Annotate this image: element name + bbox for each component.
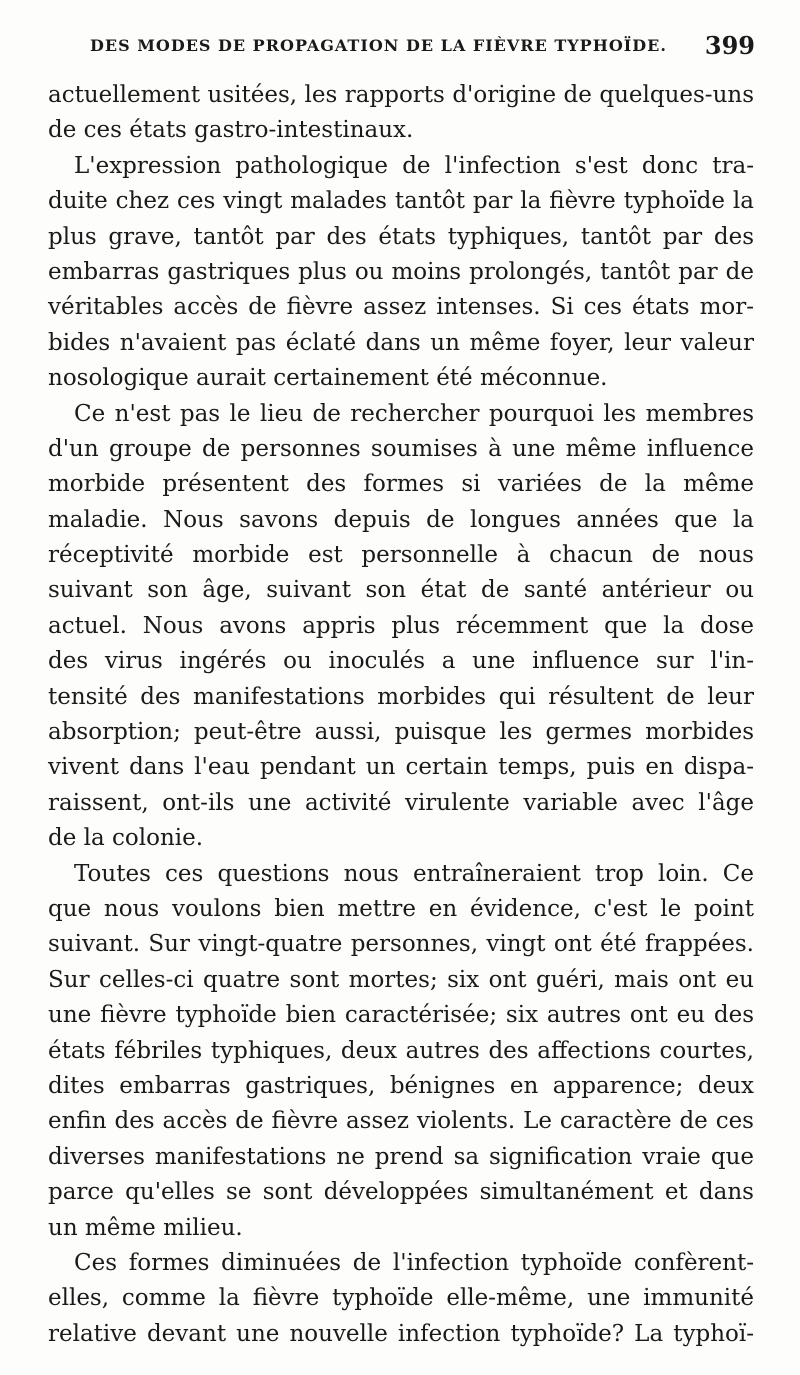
- text-line: absorption; peut-être aussi, puisque les germes morbides: [48, 719, 754, 746]
- text-line: L'expression pathologique de l'infection s'est donc tra-: [74, 152, 754, 179]
- text-line: véritables accès de fièvre assez intenses. Si ces états mor-: [48, 294, 754, 321]
- paragraph: [48, 1246, 754, 1352]
- text-line: enfin des accès de fièvre assez violents. Le caractère de ces: [48, 1108, 754, 1135]
- text-line: états fébriles typhiques, deux autres des affections courtes,: [48, 1037, 754, 1064]
- text-line: un même milieu.: [48, 1214, 243, 1241]
- paragraph: [48, 397, 754, 857]
- text-line: que nous voulons bien mettre en évidence, c'est le point: [48, 895, 754, 922]
- text-line: parce qu'elles se sont développées simultanément et dans: [48, 1179, 754, 1206]
- text-line: nosologique aurait certainement été méconnue.: [48, 365, 608, 392]
- text-line: de ces états gastro-intestinaux.: [48, 117, 414, 144]
- text-line: embarras gastriques plus ou moins prolongés, tantôt par de: [48, 258, 754, 285]
- text-line: Ces formes diminuées de l'infection typhoïde confèrent-: [74, 1249, 754, 1276]
- text-line: bides n'avaient pas éclaté dans un même foyer, leur valeur: [48, 329, 754, 356]
- text-line: suivant son âge, suivant son état de santé antérieur ou: [48, 577, 754, 604]
- text-line: duite chez ces vingt malades tantôt par la fièvre typhoïde la: [48, 188, 754, 215]
- text-line: plus grave, tantôt par des états typhiques, tantôt par des: [48, 223, 754, 250]
- text-line: raissent, ont-ils une activité virulente variable avec l'âge: [48, 789, 754, 816]
- text-line: diverses manifestations ne prend sa signification vraie que: [48, 1143, 754, 1170]
- paragraph: [48, 78, 754, 149]
- text-line: morbide présentent des formes si variées de la même: [48, 471, 754, 498]
- text-line: Toutes ces questions nous entraîneraient trop loin. Ce: [74, 860, 754, 887]
- text-line: maladie. Nous savons depuis de longues années que la: [48, 506, 754, 533]
- text-line: d'un groupe de personnes soumises à une même influence: [48, 435, 754, 462]
- text-line: Ce n'est pas le lieu de rechercher pourquoi les membres: [74, 400, 754, 427]
- page-number: 399: [704, 31, 755, 60]
- text-line: vivent dans l'eau pendant un certain temps, puis en dispa-: [48, 754, 754, 781]
- text-line: tensité des manifestations morbides qui résultent de leur: [48, 683, 754, 710]
- text-line: une fièvre typhoïde bien caractérisée; six autres ont eu des: [48, 1002, 754, 1029]
- text-line: de la colonie.: [48, 825, 204, 852]
- text-line: Sur celles-ci quatre sont mortes; six ont guéri, mais ont eu: [48, 966, 754, 993]
- text-line: dites embarras gastriques, bénignes en apparence; deux: [48, 1072, 754, 1099]
- text-line: réceptivité morbide est personnelle à chacun de nous: [48, 542, 754, 569]
- paragraph: [48, 149, 754, 397]
- text-line: actuel. Nous avons appris plus récemment que la dose: [48, 612, 754, 639]
- paragraph: [48, 857, 754, 1246]
- text-line: des virus ingérés ou inoculés a une influence sur l'in-: [48, 648, 754, 675]
- text-line: suivant. Sur vingt-quatre personnes, vingt ont été frappées.: [48, 931, 754, 958]
- running-title: DES MODES DE PROPAGATION DE LA FIÈVRE TYPHOÏDE.: [90, 36, 667, 55]
- body-text: [48, 78, 754, 1352]
- text-line: elles, comme la fièvre typhoïde elle-même, une immunité: [48, 1285, 754, 1312]
- text-line: actuellement usitées, les rapports d'origine de quelques-uns: [48, 82, 754, 108]
- text-line: relative devant une nouvelle infection typhoïde? La typhoï-: [48, 1320, 754, 1347]
